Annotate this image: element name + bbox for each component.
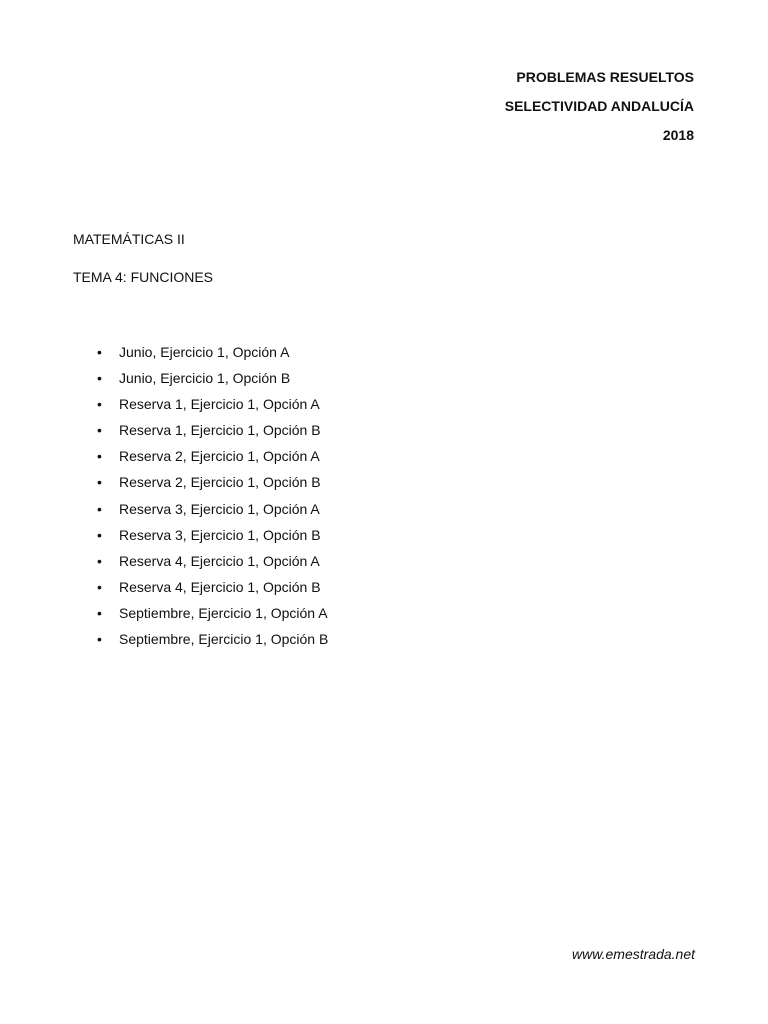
exercise-label: Reserva 1, Ejercicio 1, Opción B: [119, 422, 321, 439]
exercise-label: Reserva 1, Ejercicio 1, Opción A: [119, 396, 320, 413]
list-item: [73, 552, 328, 578]
bullet-icon: •: [97, 422, 102, 439]
exercise-label: Junio, Ejercicio 1, Opción B: [119, 370, 291, 387]
exercise-label: Reserva 4, Ejercicio 1, Opción A: [119, 552, 320, 569]
exercise-label: Reserva 3, Ejercicio 1, Opción A: [119, 500, 320, 517]
exercise-label: Reserva 3, Ejercicio 1, Opción B: [119, 526, 321, 543]
list-item: [73, 343, 328, 369]
exercise-label: Junio, Ejercicio 1, Opción A: [119, 344, 290, 360]
bullet-icon: •: [97, 631, 102, 648]
bullet-icon: •: [97, 578, 102, 595]
exercise-label: Septiembre, Ejercicio 1, Opción A: [119, 604, 328, 621]
bullet-icon: •: [97, 344, 102, 360]
exercise-list: [73, 343, 328, 656]
bullet-icon: •: [97, 552, 102, 569]
header-year: 2018: [662, 127, 694, 143]
bullet-icon: •: [97, 604, 102, 621]
bullet-icon: •: [97, 526, 102, 543]
course-title: MATEMÁTICAS II: [73, 231, 185, 247]
document-header: [505, 68, 694, 155]
list-item: [73, 500, 328, 526]
footer-website: www.emestrada.net: [572, 946, 695, 962]
exercise-label: Reserva 2, Ejercicio 1, Opción A: [119, 448, 320, 465]
bullet-icon: •: [97, 396, 102, 413]
exercise-label: Reserva 4, Ejercicio 1, Opción B: [119, 578, 321, 595]
exercise-label: Septiembre, Ejercicio 1, Opción B: [119, 631, 329, 648]
list-item: [73, 395, 328, 421]
subject-block: [73, 230, 213, 306]
list-item: [73, 578, 328, 604]
list-item: [73, 421, 328, 447]
exercise-label: Reserva 2, Ejercicio 1, Opción B: [119, 474, 321, 491]
list-item: [73, 604, 328, 630]
header-subtitle: SELECTIVIDAD ANDALUCÍA: [504, 98, 694, 114]
bullet-icon: •: [97, 500, 102, 517]
list-item: [73, 630, 328, 656]
header-title: PROBLEMAS RESUELTOS: [516, 69, 694, 85]
bullet-icon: •: [97, 474, 102, 491]
bullet-icon: •: [97, 448, 102, 465]
list-item: [73, 473, 328, 499]
list-item: [73, 526, 328, 552]
list-item: [73, 369, 328, 395]
bullet-icon: •: [97, 370, 102, 387]
topic-title: TEMA 4: FUNCIONES: [73, 269, 214, 285]
list-item: [73, 447, 328, 473]
